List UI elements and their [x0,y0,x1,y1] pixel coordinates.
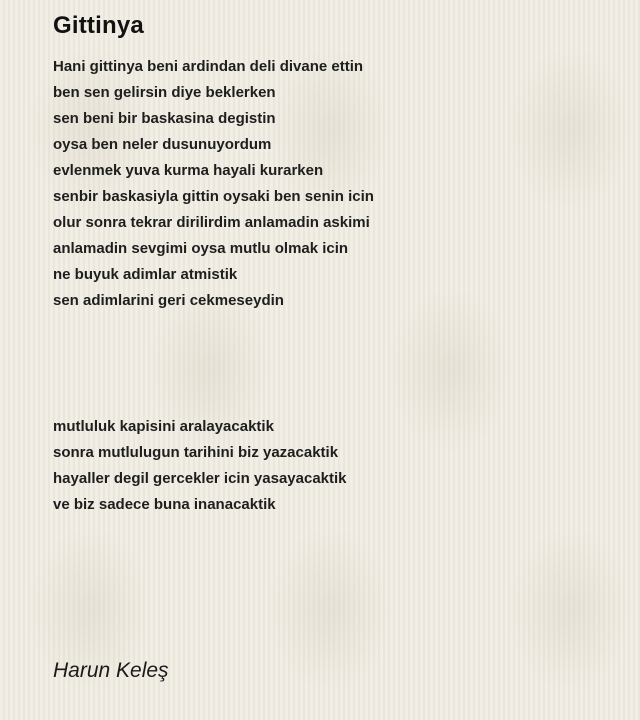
poem-title: Gittinya [53,12,144,39]
poem-author: Harun Keleş [53,659,169,682]
poem-line: ve biz sadece buna inanacaktik [53,496,276,513]
poem-line: ben sen gelirsin diye beklerken [53,84,276,101]
poem-line: hayaller degil gercekler icin yasayacaktik [53,470,347,487]
poem-line: sonra mutlulugun tarihini biz yazacaktik [53,444,339,461]
poem-line: ne buyuk adimlar atmistik [53,266,238,283]
stanza-1 [53,54,374,314]
poem-line: mutluluk kapisini aralayacaktik [53,418,274,435]
poem-line: Hani gittinya beni ardindan deli divane ettin [53,58,364,75]
poem-line: anlamadin sevgimi oysa mutlu olmak icin [53,240,349,257]
poem-line: oysa ben neler dusunuyordum [53,136,272,153]
stanza-2 [53,414,347,518]
poem-line: sen beni bir baskasina degistin [53,110,276,127]
poem-line: sen adimlarini geri cekmeseydin [53,292,284,309]
poem-line: olur sonra tekrar dirilirdim anlamadin askimi [53,214,370,231]
poem-line: evlenmek yuva kurma hayali kurarken [53,162,324,179]
poem-line: senbir baskasiyla gittin oysaki ben senin icin [53,188,374,205]
